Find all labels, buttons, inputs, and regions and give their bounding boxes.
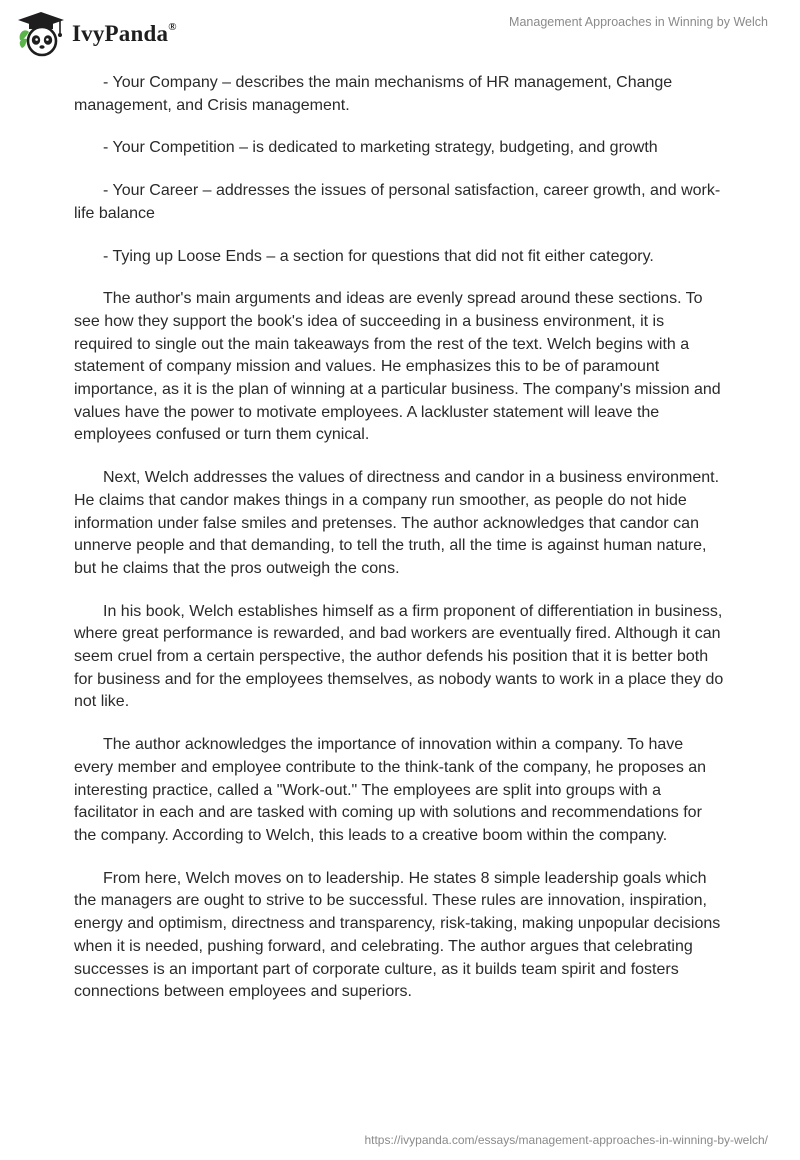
paragraph-leadership: From here, Welch moves on to leadership. He states 8 simple leadership goals which the managers are ought to strive to be successful. These rules are innovation, inspiration, energy and optimism, directness and transparency, risk-taking, making unpopular decisions when it is needed, pushing forward, and celebrating. The author argues that celebrating successes is an important part of corporate culture, as it builds team spirit and fosters connections between employees and superiors. — [74, 869, 721, 1001]
panda-graduate-icon — [16, 10, 66, 58]
brand-name: IvyPanda® — [72, 21, 177, 46]
registered-mark: ® — [168, 21, 177, 34]
page-header — [0, 0, 800, 70]
paragraph-your-career: - Your Career – addresses the issues of personal satisfaction, career growth, and work-life balance — [74, 182, 721, 222]
paragraph-your-company: - Your Company – describes the main mechanisms of HR management, Change management, and Crisis management. — [74, 74, 673, 114]
document-title: Management Approaches in Winning by Welch — [509, 15, 768, 29]
paragraph-your-competition: - Your Competition – is dedicated to marketing strategy, budgeting, and growth — [103, 139, 658, 157]
paragraph-innovation: The author acknowledges the importance of innovation within a company. To have every member and employee contribute to the think-tank of the company, he proposes an interesting practice, called a "Work-out." The employees are split into groups with a facilitator in each and are tasked with coming up with solutions and recommendations for the company. According to Welch, this leads to a creative boom within the company. — [74, 736, 707, 844]
paragraph-differentiation: In his book, Welch establishes himself as a firm proponent of differentiation in business, where great performance is rewarded, and bad workers are eventually fired. Although it can seem cruel from a certain perspective, the author defends his position that it is better both for business and for the employees themselves, as nobody wants to work in a place they do not like. — [74, 602, 724, 711]
source-url-link[interactable]: https://ivypanda.com/essays/management-approaches-in-winning-by-welch/ — [364, 1133, 768, 1147]
ivypanda-logo[interactable] — [16, 10, 177, 58]
essay-body — [74, 72, 726, 1024]
paragraph-main-arguments: The author's main arguments and ideas are evenly spread around these sections. To see how they support the book's idea of succeeding in a business environment, it is required to single out the main takeaways from the rest of the text. Welch begins with a statement of company mission and values. He emphasizes this to be of paramount importance, as it is the plan of winning at a particular business. The company's mission and values have the power to motivate employees. A lackluster statement will leave the employees confused or turn them cynical. — [74, 290, 721, 444]
paragraph-candor: Next, Welch addresses the values of directness and candor in a business environment. He claims that candor makes things in a company run smoother, as people do not hide information under false smiles and pretenses. The author acknowledges that candor can unnerve people and that demanding, to tell the truth, all the time is against human nature, but he claims that the pros outweigh the cons. — [74, 469, 720, 577]
paragraph-loose-ends: - Tying up Loose Ends – a section for questions that did not fit either category. — [103, 247, 654, 265]
